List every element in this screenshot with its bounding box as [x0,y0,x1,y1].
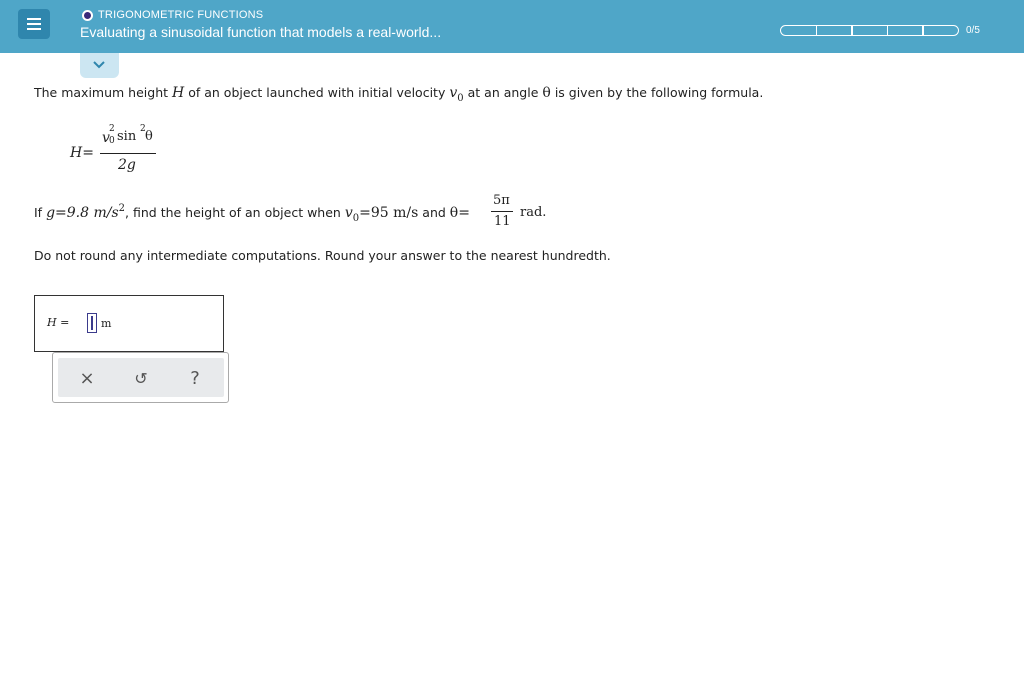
top-header [0,0,1024,53]
menu-line-icon [27,18,41,20]
help-button[interactable] [182,366,208,390]
undo-button[interactable] [128,366,154,390]
topic-row [82,8,263,22]
formula-numerator: v 2 0 sin 2 θ [102,124,153,146]
question-intro: The maximum height H of an object launched with initial velocity $v_0$ at an angle θ is given by the following formula. [34,85,764,104]
progress-segment [780,25,817,36]
answer-toolbar [52,352,229,403]
question-mark-icon: ? [190,367,200,389]
answer-input[interactable] [87,313,97,333]
angle-fraction: 5π 11 [490,193,514,233]
chevron-down-icon [92,60,106,70]
instruction-text: Do not round any intermediate computations. Round your answer to the nearest hundredth. [34,248,611,263]
answer-label: H = [47,316,70,329]
close-icon: × [79,367,95,389]
progress-segment [851,25,888,36]
topic-label: TRIGONOMETRIC FUNCTIONS [98,9,264,21]
answer-unit: m [101,317,112,330]
progress-segment [816,25,853,36]
clear-button[interactable] [74,366,100,390]
formula-lhs: H= [70,145,94,161]
height-formula [68,124,168,180]
hamburger-menu-button[interactable] [18,9,50,39]
page-title: Evaluating a sinusoidal function that models a real-world... [80,24,442,40]
progress-bar [780,25,958,36]
progress-segment [887,25,924,36]
fraction-bar [100,153,156,154]
topic-status-dot-icon [82,10,93,21]
progress-count: 0/5 [966,25,980,36]
undo-icon: ↺ [134,368,148,388]
formula-denominator: 2g [118,157,136,173]
menu-line-icon [27,28,41,30]
menu-line-icon [27,23,41,25]
expand-header-button[interactable] [80,53,119,78]
progress-segment [922,25,959,36]
answer-area [34,295,224,352]
